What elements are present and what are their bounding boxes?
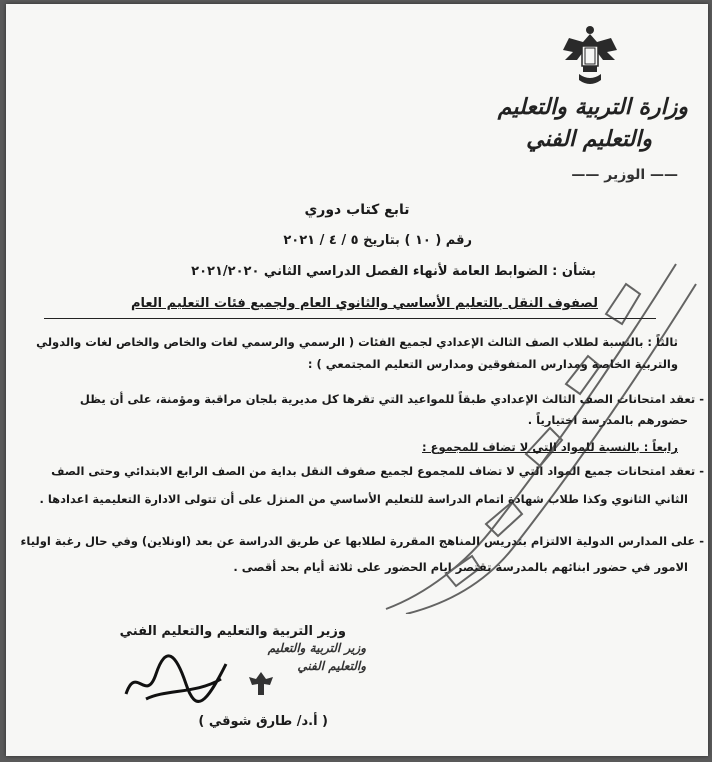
section4-bullet1-cont: الثاني الثانوي وكذا طلاب شهادة اتمام الدراسة للتعليم الأساسي من المنزل على أن تتولى الادارة التعليمية اعدادها . <box>39 492 688 506</box>
section4-bullet1: - تعقد امتحانات جميع المواد التي لا تضاف للمجموع لجميع صفوف النقل بداية من الصف الرابع الابتدائي وحتى الصف <box>51 464 704 478</box>
section4-heading: رابعاً : بالنسبة للمواد التي لا تضاف للمجموع : <box>422 440 678 454</box>
bullet-icon: - <box>695 464 704 478</box>
signatory-name: ( أ.د/ طارق شوقي ) <box>198 714 328 729</box>
section4-bullet2-cont: الامور في حضور ابنائهم بالمدرسة تقتصر ايام الحضور على ثلاثة أيام بحد أقصى . <box>233 560 688 574</box>
handwritten-signature <box>116 644 236 714</box>
official-seal <box>226 639 366 709</box>
signatory-title: وزير التربية والتعليم والتعليم الفني <box>119 624 346 639</box>
bullet-icon: - <box>695 392 704 406</box>
watermark-stamp <box>366 254 706 614</box>
document-page <box>6 4 708 756</box>
section3-heading-cont: والتربية الخاصة ومدارس المتفوقين ومدارس التعليم المجتمعي ) : <box>307 357 678 371</box>
minister-label: —— الوزير —— <box>571 167 678 183</box>
subject-line-2: لصفوف النقل بالتعليم الأساسي والثانوي العام ولجميع فئات التعليم العام <box>131 296 598 311</box>
document-title: تابع كتاب دوري <box>304 202 410 218</box>
bullet-icon: - <box>695 534 704 548</box>
section3-bullet1-cont: حضورهم بالمدرسة اختيارياً . <box>527 413 688 427</box>
section3-heading: ثالثاً : بالنسبة لطلاب الصف الثالث الإعدادي لجميع الفئات ( الرسمي والرسمي لغات والخاص والخاص لغات والدولي <box>36 335 678 349</box>
ministry-name-line2: والتعليم الفني <box>526 126 652 152</box>
section3-bullet1: - تعقد امتحانات الصف الثالث الإعدادي طبقاً للمواعيد التي تقرها كل مديرية بلجان مراقبة ومؤمنة، على أن يظل <box>79 392 704 406</box>
egypt-eagle-emblem-icon <box>561 22 619 92</box>
seal-text: وزير التربية والتعليم والتعليم الفني <box>267 641 366 673</box>
circular-number: رقم ( ١٠ ) بتاريخ ٥ / ٤ / ٢٠٢١ <box>283 233 472 248</box>
ministry-name-line1: وزارة التربية والتعليم <box>497 94 688 120</box>
section4-bullet2: - على المدارس الدولية الالتزام بتدريس المناهج المقررة لطلابها عن طريق الدراسة عن بعد (اونلاين) وفي حال رغبة اولياء <box>20 534 704 548</box>
subject-line-1: بشأن : الضوابط العامة لأنهاء الفصل الدراسي الثاني ٢٠٢١/٢٠٢٠ <box>191 264 596 279</box>
